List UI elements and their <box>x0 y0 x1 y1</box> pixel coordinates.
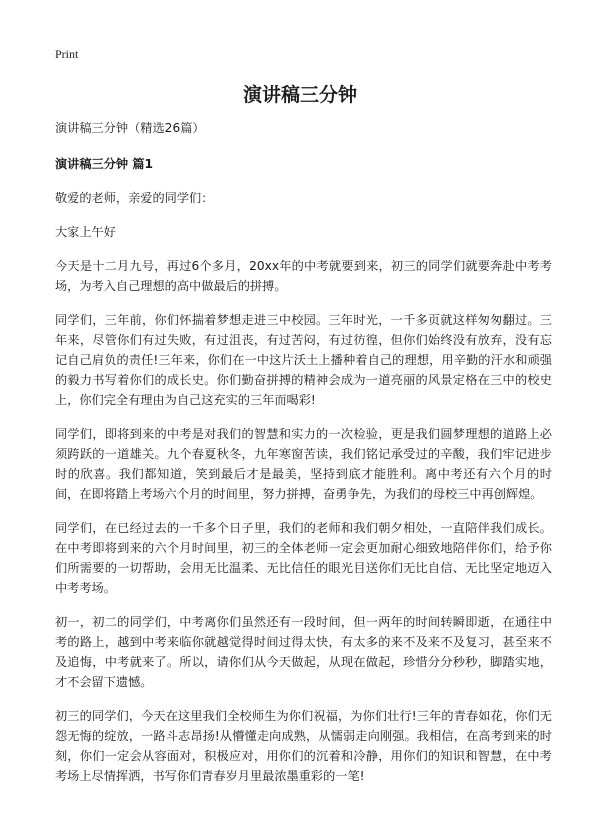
document-body <box>55 118 552 800</box>
paragraph: 今天是十二月九号，再过6个多月，20xx年的中考就要到来，初三的同学们就要奔赴中考考场，为考入自己理想的高中做最后的拼搏。 <box>55 259 552 293</box>
page-title: 演讲稿三分钟 <box>242 84 357 106</box>
paragraph: 初一，初二的同学们，中考离你们虽然还有一段时间，但一两年的时间转瞬即逝，在通往中考的路上，越到中考来临你就越觉得时间过得太快，有太多的来不及来不及复习，甚至来不及追悔，中考就来了。所以，请你们从今天做起，从现在做起，珍惜分分秒秒，脚踏实地，才不会留下遗憾。 <box>55 615 552 689</box>
section-heading: 演讲稿三分钟 篇1 <box>55 157 154 171</box>
paragraph-salutation: 大家上午好 <box>55 225 116 239</box>
print-link[interactable]: Print <box>55 47 79 61</box>
paragraph: 同学们，三年前，你们怀揣着梦想走进三中校园。三年时光，一千多页就这样匆匆翻过。三年来，尽管你们有过失败，有过沮丧，有过苦闷，有过彷徨，但你们始终没有放弃，没有忘记自己肩负的责任!三年来，你们在一中这片沃土上播种着自己的理想，用辛勤的汗水和顽强的毅力书写着你们的成长史。你们勤奋拼搏的精神会成为一道亮丽的风景定格在三中的校史上，你们完全有理由为自己这充实的三年而喝彩! <box>55 313 552 407</box>
paragraph-greeting: 敬爱的老师，亲爱的同学们： <box>55 191 214 205</box>
paragraph: 同学们，在已经过去的一千多个日子里，我们的老师和我们朝夕相处，一直陪伴我们成长。在中考即将到来的六个月时间里，初三的全体老师一定会更加耐心细致地陪伴你们，给予你们所需要的一切帮助，会用无比温柔、无比信任的眼光目送你们无比自信、无比坚定地迈入中考考场。 <box>55 521 552 595</box>
paragraph: 同学们，即将到来的中考是对我们的智慧和实力的一次检验，更是我们圆梦理想的道路上必须跨跃的一道雄关。九个春夏秋冬，九年寒窗苦读，我们铭记承受过的辛酸，我们牢记进步时的欣喜。我们都知道，笑到最后才是最美，坚持到底才能胜利。离中考还有六个月的时间，在即将踏上考场六个月的时间里，努力拼搏，奋勇争先，为我们的母校三中再创辉煌。 <box>55 427 552 501</box>
paragraph: 初三的同学们，今天在这里我们全校师生为你们祝福，为你们壮行!三年的青春如花，你们无怨无悔的绽放，一路斗志昂扬!从懵懂走向成熟，从懦弱走向刚强。我相信，在高考到来的时刻，你们一定会从容面对，积极应对，用你们的沉着和冷静，用你们的知识和智慧，在中考考场上尽情挥洒，书写你们青春岁月里最浓墨重彩的一笔! <box>55 709 552 783</box>
document-subtitle: 演讲稿三分钟（精选26篇） <box>55 121 205 135</box>
